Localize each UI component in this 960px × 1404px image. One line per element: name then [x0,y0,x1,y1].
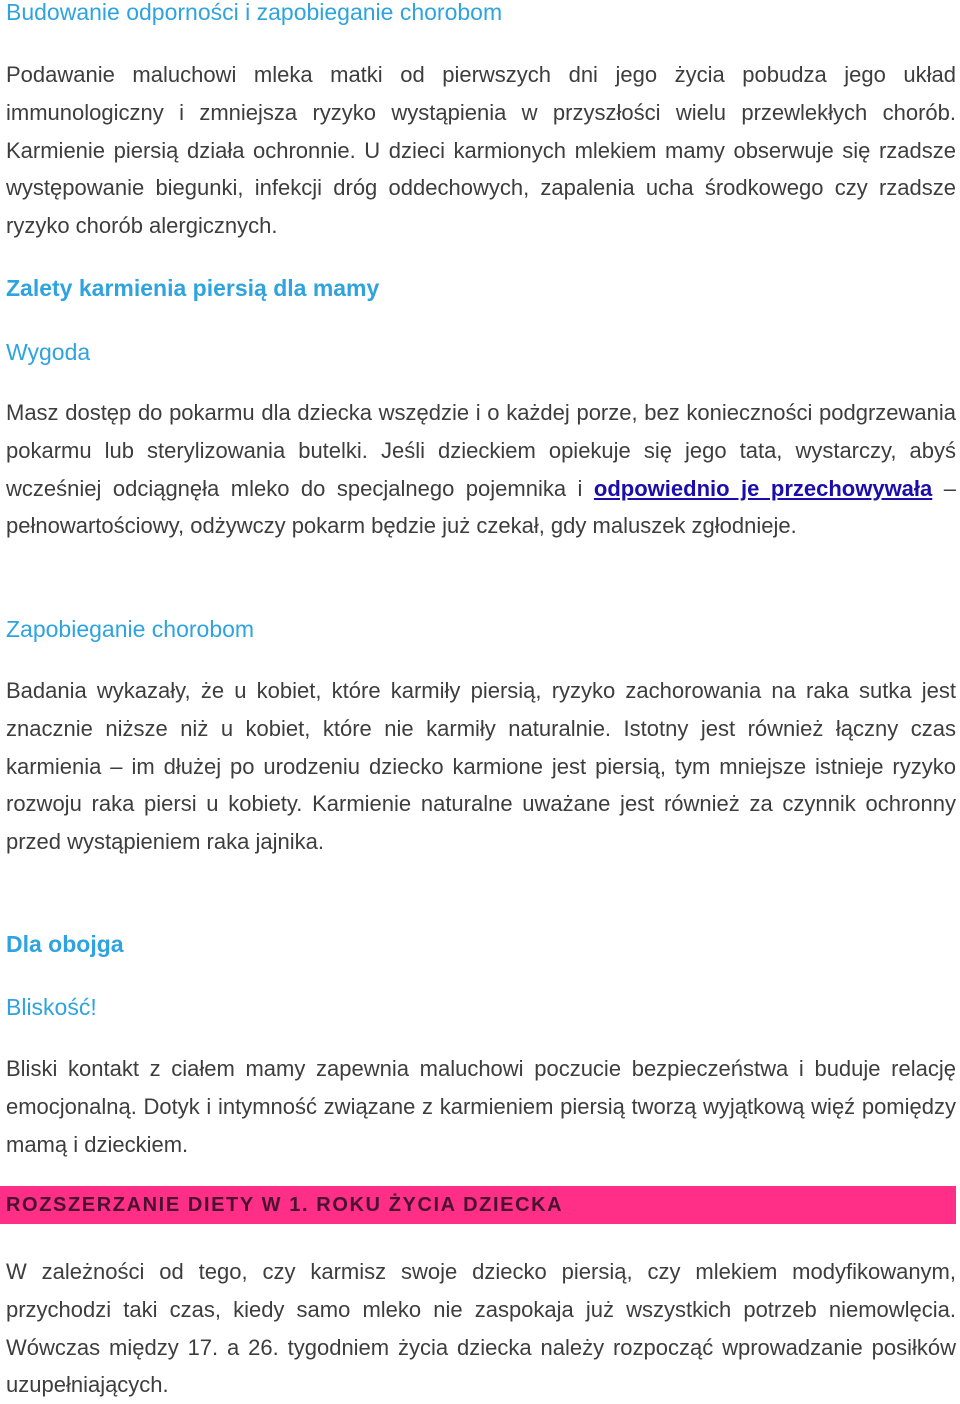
paragraph-zapobieganie: Badania wykazały, że u kobiet, które karmiły piersią, ryzyko zachorowania na raka sutka jest znacznie niższe niż u kobiet, które nie karmiły naturalnie. Istotny jest również łączny czas karmienia – im dłużej po urodzeniu dziecko karmione jest piersią, tym mniejsze istnieje ryzyko rozwoju raka piersi u kobiety. Karmienie naturalne uważane jest również za czynnik ochronny przed wystąpieniem raka jajnika. [6,678,956,855]
paragraph-wygoda [6,394,956,545]
paragraph-odpornosc: Podawanie maluchowi mleka matki od pierwszych dni jego życia pobudza jego układ immunologiczny i zmniejsza ryzyko wystąpienia w przyszłości wielu przewlekłych chorób. Karmienie piersią działa ochronnie. U dzieci karmionych mlekiem mamy obserwuje się rzadsze występowanie biegunki, infekcji dróg oddechowych, zapalenia ucha środkowego czy rzadsze ryzyko chorób alergicznych. [6,62,956,239]
subheading-bliskosc: Bliskość! [6,994,97,1020]
section-title-odpornosc: Budowanie odporności i zapobieganie chorobom [6,0,503,25]
banner-title: ROZSZERZANIE DIETY W 1. ROKU ŻYCIA DZIECKA [6,1194,564,1216]
paragraph-rozszerzanie: W zależności od tego, czy karmisz swoje dziecko piersią, czy mlekiem modyfikowanym, przychodzi taki czas, kiedy samo mleko nie zaspokaja już wszystkich potrzeb niemowlęcia. Wówczas między 17. a 26. tygodniem życia dziecka należy rozpocząć wprowadzanie posiłków uzupełniających. [6,1259,956,1398]
paragraph-bliskosc: Bliski kontakt z ciałem mamy zapewnia maluchowi poczucie bezpieczeństwa i buduje relację emocjonalną. Dotyk i intymność związane z karmieniem piersią tworzą wyjątkową więź pomiędzy mamą i dzieckiem. [6,1056,956,1157]
storage-link[interactable]: odpowiednio je przechowywała [593,475,933,501]
subheading-wygoda: Wygoda [6,339,91,365]
subheading-zapobieganie: Zapobieganie chorobom [6,616,255,642]
paragraph-wygoda-text-1: Masz dostęp do pokarmu dla dziecka wszędzie i o każdej porze, bez konieczności podgrzewania pokarmu lub sterylizowania butelki. Jeśli dzieckiem opiekuje się jego tata, wystarczy, abyś wcześniej odciągnęła mleko do specjalnego pojemnika i [6,400,956,501]
heading-dla-obojga: Dla obojga [6,931,124,957]
heading-zalety-mamy: Zalety karmienia piersią dla mamy [6,275,380,301]
paragraph-wygoda-text-2: – pełnowartościowy, odżywczy pokarm będzie już czekał, gdy maluszek zgłodnieje. [6,475,956,539]
section-banner [0,1186,956,1224]
